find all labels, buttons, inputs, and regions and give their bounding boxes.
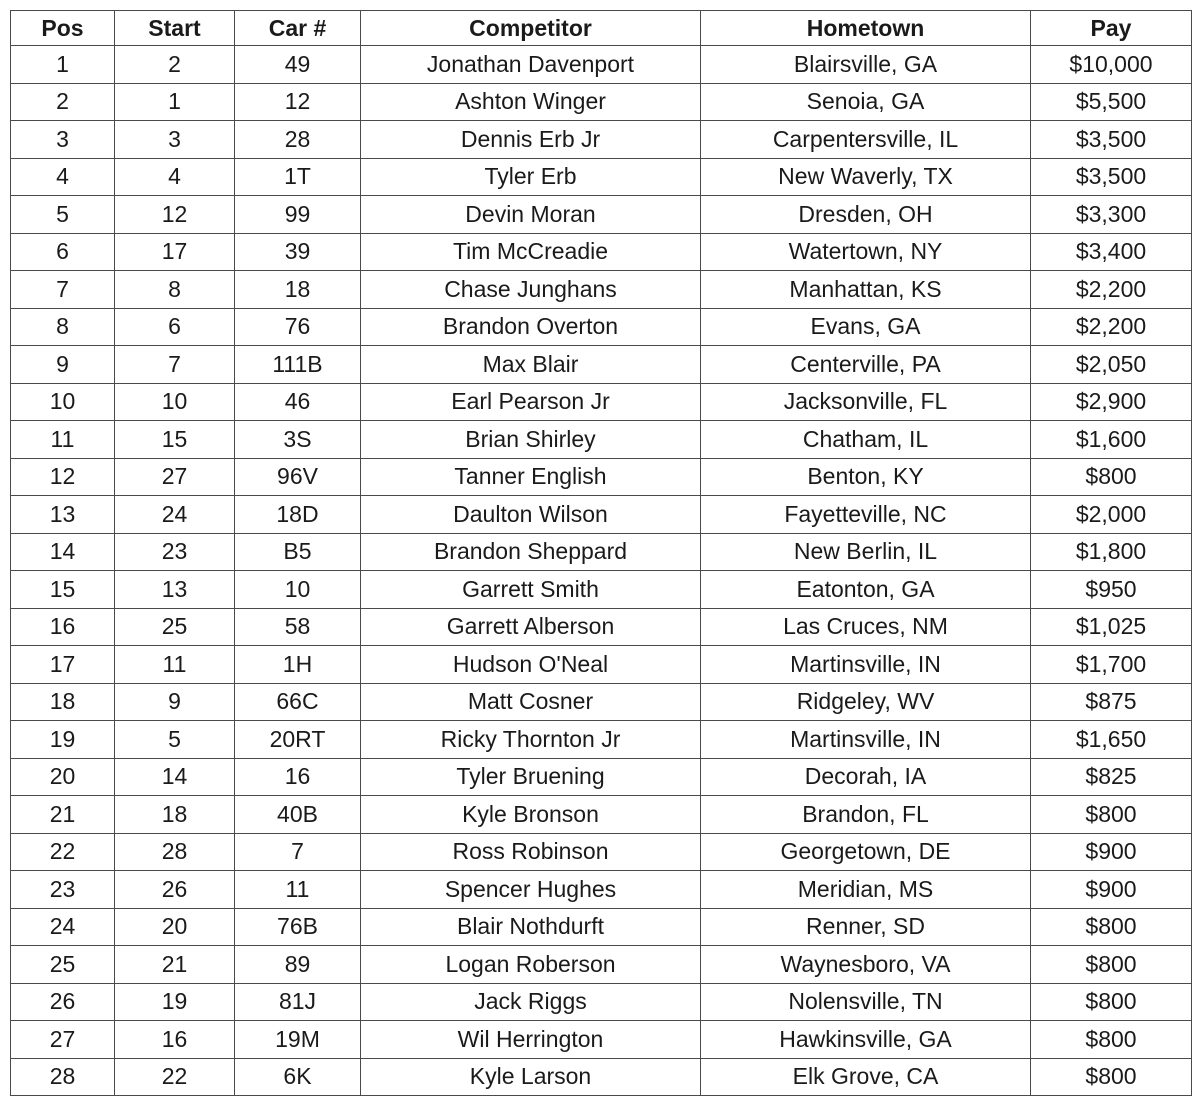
table-row xyxy=(11,796,1192,834)
cell-car-number: 99 xyxy=(235,196,361,234)
cell-start: 21 xyxy=(115,946,235,984)
cell-pos: 5 xyxy=(11,196,115,234)
cell-hometown: Renner, SD xyxy=(701,908,1031,946)
cell-competitor: Ross Robinson xyxy=(361,833,701,871)
cell-pay: $1,600 xyxy=(1031,421,1192,459)
cell-hometown: Hawkinsville, GA xyxy=(701,1021,1031,1059)
cell-start: 5 xyxy=(115,721,235,759)
cell-pos: 19 xyxy=(11,721,115,759)
cell-car-number: 10 xyxy=(235,571,361,609)
cell-pay: $3,500 xyxy=(1031,158,1192,196)
cell-start: 8 xyxy=(115,271,235,309)
cell-pos: 3 xyxy=(11,121,115,159)
cell-pay: $900 xyxy=(1031,833,1192,871)
cell-start: 2 xyxy=(115,46,235,84)
cell-start: 26 xyxy=(115,871,235,909)
table-row xyxy=(11,121,1192,159)
cell-pay: $2,050 xyxy=(1031,346,1192,384)
cell-hometown: Las Cruces, NM xyxy=(701,608,1031,646)
cell-competitor: Wil Herrington xyxy=(361,1021,701,1059)
cell-pos: 17 xyxy=(11,646,115,684)
cell-pos: 1 xyxy=(11,46,115,84)
table-row xyxy=(11,833,1192,871)
cell-hometown: Manhattan, KS xyxy=(701,271,1031,309)
cell-competitor: Kyle Bronson xyxy=(361,796,701,834)
cell-car-number: 3S xyxy=(235,421,361,459)
cell-pay: $1,025 xyxy=(1031,608,1192,646)
cell-hometown: Benton, KY xyxy=(701,458,1031,496)
cell-start: 14 xyxy=(115,758,235,796)
cell-pay: $2,200 xyxy=(1031,271,1192,309)
cell-pay: $2,000 xyxy=(1031,496,1192,534)
cell-pos: 8 xyxy=(11,308,115,346)
cell-hometown: Watertown, NY xyxy=(701,233,1031,271)
cell-car-number: 6K xyxy=(235,1058,361,1096)
cell-start: 13 xyxy=(115,571,235,609)
cell-competitor: Chase Junghans xyxy=(361,271,701,309)
cell-car-number: 58 xyxy=(235,608,361,646)
cell-competitor: Tyler Erb xyxy=(361,158,701,196)
cell-pos: 26 xyxy=(11,983,115,1021)
cell-competitor: Max Blair xyxy=(361,346,701,384)
table-row xyxy=(11,158,1192,196)
cell-hometown: Blairsville, GA xyxy=(701,46,1031,84)
cell-car-number: 19M xyxy=(235,1021,361,1059)
cell-start: 15 xyxy=(115,421,235,459)
cell-competitor: Brian Shirley xyxy=(361,421,701,459)
cell-pay: $900 xyxy=(1031,871,1192,909)
cell-pay: $800 xyxy=(1031,983,1192,1021)
cell-pay: $800 xyxy=(1031,946,1192,984)
cell-competitor: Logan Roberson xyxy=(361,946,701,984)
cell-hometown: Chatham, IL xyxy=(701,421,1031,459)
cell-hometown: Elk Grove, CA xyxy=(701,1058,1031,1096)
cell-pay: $800 xyxy=(1031,1021,1192,1059)
cell-start: 27 xyxy=(115,458,235,496)
cell-car-number: 28 xyxy=(235,121,361,159)
cell-hometown: Meridian, MS xyxy=(701,871,1031,909)
header-competitor: Competitor xyxy=(361,11,701,46)
cell-pay: $3,300 xyxy=(1031,196,1192,234)
table-row xyxy=(11,1021,1192,1059)
table-row xyxy=(11,571,1192,609)
table-row xyxy=(11,758,1192,796)
cell-start: 3 xyxy=(115,121,235,159)
cell-start: 23 xyxy=(115,533,235,571)
cell-pay: $825 xyxy=(1031,758,1192,796)
cell-competitor: Daulton Wilson xyxy=(361,496,701,534)
cell-pos: 14 xyxy=(11,533,115,571)
cell-pos: 21 xyxy=(11,796,115,834)
cell-car-number: 1H xyxy=(235,646,361,684)
table-row xyxy=(11,646,1192,684)
table-body xyxy=(11,46,1192,1096)
table-row xyxy=(11,496,1192,534)
cell-hometown: Martinsville, IN xyxy=(701,721,1031,759)
cell-start: 9 xyxy=(115,683,235,721)
cell-hometown: New Berlin, IL xyxy=(701,533,1031,571)
cell-start: 17 xyxy=(115,233,235,271)
cell-competitor: Kyle Larson xyxy=(361,1058,701,1096)
cell-pay: $3,500 xyxy=(1031,121,1192,159)
cell-hometown: Centerville, PA xyxy=(701,346,1031,384)
table-row xyxy=(11,983,1192,1021)
cell-competitor: Jack Riggs xyxy=(361,983,701,1021)
cell-pay: $5,500 xyxy=(1031,83,1192,121)
cell-start: 22 xyxy=(115,1058,235,1096)
cell-hometown: Eatonton, GA xyxy=(701,571,1031,609)
cell-hometown: Decorah, IA xyxy=(701,758,1031,796)
cell-car-number: 18D xyxy=(235,496,361,534)
table-row xyxy=(11,908,1192,946)
cell-car-number: 49 xyxy=(235,46,361,84)
cell-start: 1 xyxy=(115,83,235,121)
cell-pos: 12 xyxy=(11,458,115,496)
table-row xyxy=(11,946,1192,984)
cell-pos: 11 xyxy=(11,421,115,459)
cell-hometown: Ridgeley, WV xyxy=(701,683,1031,721)
cell-start: 11 xyxy=(115,646,235,684)
cell-pos: 13 xyxy=(11,496,115,534)
cell-pos: 28 xyxy=(11,1058,115,1096)
header-hometown: Hometown xyxy=(701,11,1031,46)
header-start: Start xyxy=(115,11,235,46)
cell-competitor: Blair Nothdurft xyxy=(361,908,701,946)
cell-pos: 16 xyxy=(11,608,115,646)
table-row xyxy=(11,346,1192,384)
table-row xyxy=(11,233,1192,271)
cell-pay: $2,900 xyxy=(1031,383,1192,421)
cell-start: 6 xyxy=(115,308,235,346)
table-row xyxy=(11,871,1192,909)
table-row xyxy=(11,683,1192,721)
cell-competitor: Tim McCreadie xyxy=(361,233,701,271)
cell-pay: $800 xyxy=(1031,458,1192,496)
table-row xyxy=(11,608,1192,646)
cell-pos: 4 xyxy=(11,158,115,196)
cell-car-number: 96V xyxy=(235,458,361,496)
table-row xyxy=(11,1058,1192,1096)
cell-pay: $3,400 xyxy=(1031,233,1192,271)
cell-pos: 18 xyxy=(11,683,115,721)
cell-pay: $1,800 xyxy=(1031,533,1192,571)
cell-pay: $800 xyxy=(1031,796,1192,834)
cell-pay: $1,650 xyxy=(1031,721,1192,759)
table-row xyxy=(11,721,1192,759)
cell-start: 25 xyxy=(115,608,235,646)
header-car-number: Car # xyxy=(235,11,361,46)
cell-start: 10 xyxy=(115,383,235,421)
cell-pay: $800 xyxy=(1031,908,1192,946)
cell-start: 16 xyxy=(115,1021,235,1059)
cell-competitor: Matt Cosner xyxy=(361,683,701,721)
cell-pos: 2 xyxy=(11,83,115,121)
cell-car-number: 18 xyxy=(235,271,361,309)
header-pay: Pay xyxy=(1031,11,1192,46)
cell-pay: $10,000 xyxy=(1031,46,1192,84)
cell-competitor: Brandon Sheppard xyxy=(361,533,701,571)
cell-hometown: Carpentersville, IL xyxy=(701,121,1031,159)
cell-car-number: 11 xyxy=(235,871,361,909)
table-row xyxy=(11,196,1192,234)
cell-car-number: 66C xyxy=(235,683,361,721)
cell-hometown: Jacksonville, FL xyxy=(701,383,1031,421)
cell-pos: 10 xyxy=(11,383,115,421)
header-row xyxy=(11,11,1192,46)
cell-hometown: Martinsville, IN xyxy=(701,646,1031,684)
cell-car-number: 39 xyxy=(235,233,361,271)
cell-hometown: Georgetown, DE xyxy=(701,833,1031,871)
cell-start: 20 xyxy=(115,908,235,946)
cell-pos: 27 xyxy=(11,1021,115,1059)
cell-competitor: Jonathan Davenport xyxy=(361,46,701,84)
cell-pay: $875 xyxy=(1031,683,1192,721)
cell-car-number: 89 xyxy=(235,946,361,984)
results-table xyxy=(10,10,1192,1096)
cell-car-number: 7 xyxy=(235,833,361,871)
cell-pos: 23 xyxy=(11,871,115,909)
cell-competitor: Hudson O'Neal xyxy=(361,646,701,684)
cell-pay: $950 xyxy=(1031,571,1192,609)
cell-hometown: Dresden, OH xyxy=(701,196,1031,234)
cell-car-number: 111B xyxy=(235,346,361,384)
cell-car-number: 12 xyxy=(235,83,361,121)
table-row xyxy=(11,383,1192,421)
cell-competitor: Ashton Winger xyxy=(361,83,701,121)
cell-pay: $2,200 xyxy=(1031,308,1192,346)
cell-start: 4 xyxy=(115,158,235,196)
cell-pos: 15 xyxy=(11,571,115,609)
header-pos: Pos xyxy=(11,11,115,46)
table-row xyxy=(11,83,1192,121)
cell-car-number: 76 xyxy=(235,308,361,346)
cell-competitor: Devin Moran xyxy=(361,196,701,234)
cell-hometown: Fayetteville, NC xyxy=(701,496,1031,534)
cell-pay: $800 xyxy=(1031,1058,1192,1096)
cell-start: 12 xyxy=(115,196,235,234)
cell-competitor: Garrett Smith xyxy=(361,571,701,609)
cell-car-number: 81J xyxy=(235,983,361,1021)
cell-competitor: Tyler Bruening xyxy=(361,758,701,796)
cell-car-number: 1T xyxy=(235,158,361,196)
cell-start: 7 xyxy=(115,346,235,384)
table-row xyxy=(11,271,1192,309)
table-row xyxy=(11,533,1192,571)
cell-hometown: Evans, GA xyxy=(701,308,1031,346)
cell-car-number: 76B xyxy=(235,908,361,946)
cell-pos: 9 xyxy=(11,346,115,384)
table-row xyxy=(11,308,1192,346)
cell-car-number: 20RT xyxy=(235,721,361,759)
table-row xyxy=(11,421,1192,459)
cell-start: 18 xyxy=(115,796,235,834)
cell-pos: 6 xyxy=(11,233,115,271)
cell-competitor: Brandon Overton xyxy=(361,308,701,346)
cell-pos: 20 xyxy=(11,758,115,796)
cell-car-number: 16 xyxy=(235,758,361,796)
cell-pos: 22 xyxy=(11,833,115,871)
cell-competitor: Ricky Thornton Jr xyxy=(361,721,701,759)
cell-competitor: Dennis Erb Jr xyxy=(361,121,701,159)
cell-car-number: B5 xyxy=(235,533,361,571)
cell-hometown: Senoia, GA xyxy=(701,83,1031,121)
cell-hometown: Nolensville, TN xyxy=(701,983,1031,1021)
cell-competitor: Earl Pearson Jr xyxy=(361,383,701,421)
cell-competitor: Garrett Alberson xyxy=(361,608,701,646)
cell-car-number: 46 xyxy=(235,383,361,421)
cell-hometown: Waynesboro, VA xyxy=(701,946,1031,984)
cell-car-number: 40B xyxy=(235,796,361,834)
cell-hometown: Brandon, FL xyxy=(701,796,1031,834)
cell-pos: 7 xyxy=(11,271,115,309)
cell-start: 19 xyxy=(115,983,235,1021)
cell-start: 24 xyxy=(115,496,235,534)
cell-competitor: Spencer Hughes xyxy=(361,871,701,909)
cell-pos: 25 xyxy=(11,946,115,984)
cell-pos: 24 xyxy=(11,908,115,946)
table-row xyxy=(11,458,1192,496)
table-header xyxy=(11,11,1192,46)
cell-pay: $1,700 xyxy=(1031,646,1192,684)
cell-start: 28 xyxy=(115,833,235,871)
cell-competitor: Tanner English xyxy=(361,458,701,496)
table-row xyxy=(11,46,1192,84)
cell-hometown: New Waverly, TX xyxy=(701,158,1031,196)
